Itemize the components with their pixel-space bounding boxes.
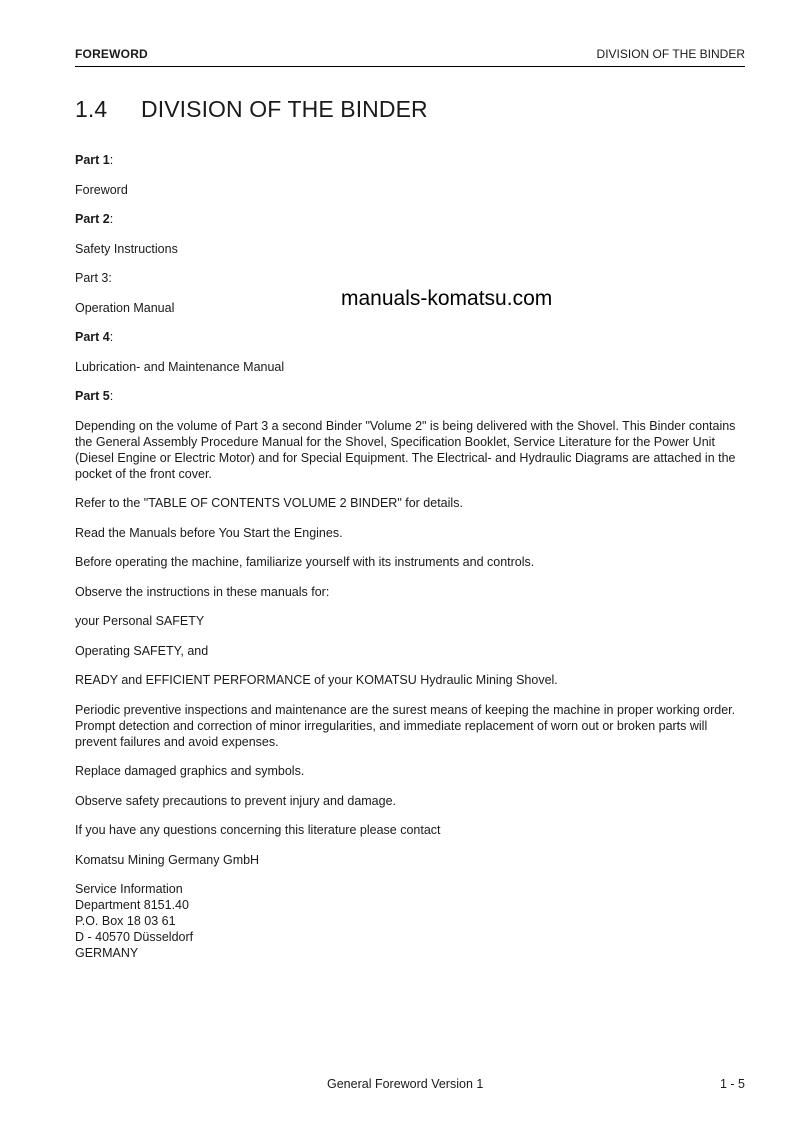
replace-graphics-line: Replace damaged graphics and symbols. xyxy=(75,764,305,778)
header-chapter-title: DIVISION OF THE BINDER xyxy=(596,47,745,61)
part-5-label: Part 5: xyxy=(75,389,114,403)
section-number: 1.4 xyxy=(75,96,108,122)
page-title xyxy=(75,96,428,123)
address-line: D - 40570 Düsseldorf xyxy=(75,930,194,944)
part-2-label: Part 2: xyxy=(75,212,114,226)
part-2-name: Safety Instructions xyxy=(75,241,178,256)
part-1-label: Part 1: xyxy=(75,153,114,167)
section-title: DIVISION OF THE BINDER xyxy=(141,96,428,122)
address-line: Department 8151.40 xyxy=(75,898,189,912)
part-4-name: Lubrication- and Maintenance Manual xyxy=(75,359,285,374)
part-4-label: Part 4: xyxy=(75,330,114,344)
footer-document-version: General Foreword Version 1 xyxy=(327,1077,484,1091)
refer-paragraph: Refer to the "TABLE OF CONTENTS VOLUME 2 BINDER" for details. xyxy=(75,496,463,510)
part-3-name: Operation Manual xyxy=(75,300,175,315)
part-1-name: Foreword xyxy=(75,182,128,197)
volume-2-paragraph: Depending on the volume of Part 3 a second Binder "Volume 2" is being delivered with the Shovel. This Binder contains the General Assembly Procedure Manual for the Shovel, Specification Booklet, Service Literature for the Power Unit (Diesel Engine or Electric Motor) and for Special Equipment. The Electrical- and Hydraulic Diagrams are attached in the pocket of the front cover. xyxy=(75,418,736,481)
header-divider xyxy=(75,66,745,67)
watermark: manuals-komatsu.com xyxy=(341,287,553,310)
contact-paragraph: If you have any questions concerning this literature please contact xyxy=(75,823,441,837)
safety-precautions-line: Observe safety precautions to prevent injury and damage. xyxy=(75,793,397,808)
address-line: Service Information xyxy=(75,882,183,896)
personal-safety-line: your Personal SAFETY xyxy=(75,614,205,628)
familiarize-paragraph: Before operating the machine, familiarize yourself with its instruments and controls. xyxy=(75,555,535,569)
operating-safety-line: Operating SAFETY, and xyxy=(75,643,209,658)
part-3-label: Part 3: xyxy=(75,271,112,285)
company-name: Komatsu Mining Germany GmbH xyxy=(75,852,260,867)
page-number: 1 - 5 xyxy=(719,1077,745,1091)
address-line: P.O. Box 18 03 61 xyxy=(75,914,176,928)
maintenance-paragraph: Periodic preventive inspections and maintenance are the surest means of keeping the machine in proper working order. Prompt detection and correction of minor irregularities, and immediate replacement of worn out or broken parts will prevent failures and avoid expenses. xyxy=(75,702,736,749)
observe-paragraph: Observe the instructions in these manuals for: xyxy=(75,584,330,599)
contact-address xyxy=(75,881,745,961)
document-body xyxy=(75,152,745,975)
address-line: GERMANY xyxy=(75,946,139,960)
performance-line: READY and EFFICIENT PERFORMANCE of your KOMATSU Hydraulic Mining Shovel. xyxy=(75,673,558,687)
header-section-label: FOREWORD xyxy=(75,47,148,61)
read-manuals-paragraph: Read the Manuals before You Start the Engines. xyxy=(75,525,343,540)
